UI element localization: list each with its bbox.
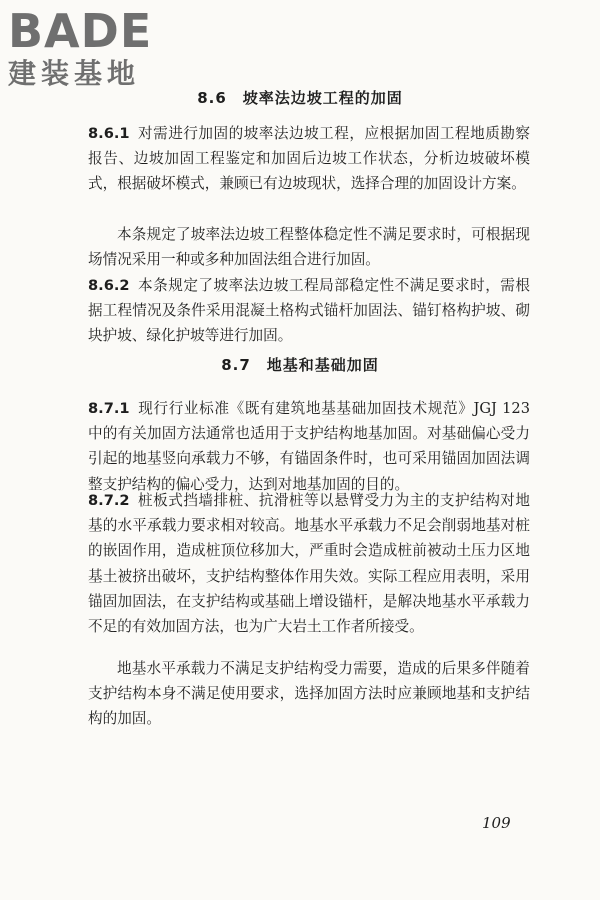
clause-8-6-1-explanation: 本条规定了坡率法边坡工程整体稳定性不满足要求时，可根据现场情况采用一种或多种加固法组合进行加固。 [88, 226, 530, 269]
section-8-6-title: 8.6 坡率法边坡工程的加固 [197, 89, 403, 107]
clause-text: 桩板式挡墙排桩、抗滑桩等以悬臂受力为主的支护结构对地基的水平承载力要求相对较高。地基水平承载力不足会削弱地基对桩的嵌固作用，造成桩顶位移加大，严重时会造成桩前被动土压力区地基土被挤出破坏，支护结构整体作用失效。实际工程应用表明，采用锚固加固法，在支护结构或基础上增设锚杆，是解决地基水平承载力不足的有效加固方法，也为广大岩土工作者所接受。 [88, 492, 530, 636]
clause-text: 对需进行加固的坡率法边坡工程，应根据加固工程地质勘察报告、边坡加固工程鉴定和加固后边坡工作状态，分析边坡破坏模式，根据破坏模式，兼顾已有边坡现状，选择合理的加固设计方案。 [88, 125, 530, 193]
clause-text: 现行行业标准《既有建筑地基基础加固技术规范》JGJ 123 中的有关加固方法通常也适用于支护结构地基加固。对基础偏心受力引起的地基竖向承载力不够，有锚固条件时，也可采用锚固加固法调整支护结构的偏心受力，达到对地基加固的目的。 [88, 400, 530, 493]
clause-number: 8.7.1 [88, 400, 130, 417]
clause-8-7-2 [88, 488, 530, 639]
section-8-7-title: 8.7 地基和基础加固 [221, 356, 379, 374]
clause-8-7-2-explanation: 地基水平承载力不满足支护结构受力需要，造成的后果多伴随着支护结构本身不满足使用要求，选择加固方法时应兼顾地基和支护结构的加固。 [88, 660, 530, 728]
logo-text-chinese: 建装基地 [8, 57, 141, 90]
clause-number: 8.6.1 [88, 125, 130, 142]
clause-number: 8.6.2 [88, 277, 130, 294]
logo-text-bade: BADE [8, 4, 153, 58]
clause-text: 本条规定了坡率法边坡工程局部稳定性不满足要求时，需根据工程情况及条件采用混凝土格构式锚杆加固法、锚钉格构护坡、砌块护坡、绿化护坡等进行加固。 [88, 277, 530, 345]
watermark-logo [8, 6, 178, 90]
clause-8-6-2 [88, 273, 530, 349]
clause-number: 8.7.2 [88, 492, 130, 509]
clause-8-7-1 [88, 396, 530, 497]
clause-8-6-1 [88, 121, 530, 197]
page-number: 109 [482, 814, 511, 832]
